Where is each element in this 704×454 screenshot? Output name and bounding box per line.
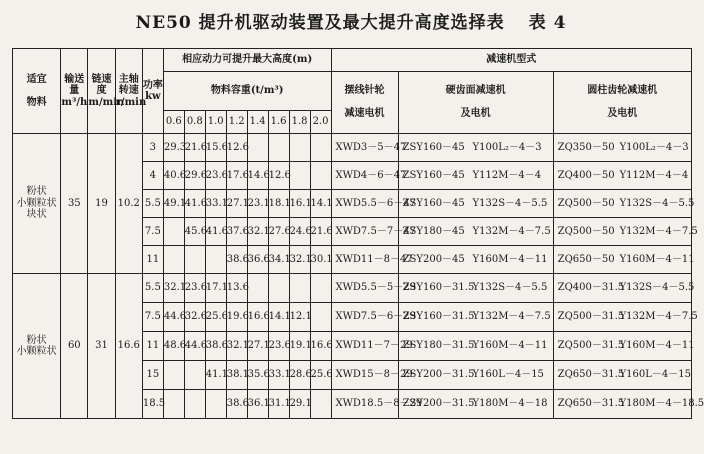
reducer-model: ZSY160－45: [402, 197, 465, 209]
density-value: 2.0: [310, 111, 331, 134]
height-cell: 23.6: [205, 162, 226, 190]
motor-model: Y160M－4－11: [619, 253, 695, 265]
hard-gear-cell: [398, 390, 553, 419]
motor-model: Y132M－4－7.5: [619, 225, 698, 237]
reducer-model: ZSY160－45: [402, 169, 465, 181]
height-cell: [289, 134, 310, 162]
reducer-model: ZQ500－31.5: [557, 311, 625, 323]
height-cell: [310, 390, 331, 419]
height-cell: 12.1: [289, 303, 310, 332]
cycloid-reducer-cell: XWD15－8－29: [331, 361, 398, 390]
cylinder-gear-cell: [553, 218, 698, 246]
material-label: 小颗粒状: [16, 197, 57, 209]
hard-gear-cell: [398, 218, 553, 246]
density-value: 1.8: [289, 111, 310, 134]
reducer-model: ZSY200－31.5: [402, 398, 475, 410]
motor-model: Y132S－4－5.5: [472, 197, 548, 209]
height-cell: 44.6: [163, 303, 184, 332]
height-cell: 38.6: [226, 390, 247, 419]
height-cell: 23.6: [268, 332, 289, 361]
height-cell: 32.1: [247, 218, 268, 246]
height-cell: 32.1: [289, 246, 310, 274]
cylinder-gear-cell: [553, 361, 691, 390]
height-cell: [268, 134, 289, 162]
header-chain-speed: 链速 度 m/min: [88, 49, 115, 134]
header-material: 适宜 物料: [13, 49, 61, 134]
density-value: 0.6: [163, 111, 184, 134]
height-cell: 19.1: [289, 332, 310, 361]
feed-cell: 60: [61, 274, 88, 419]
motor-model: Y132M－4－7.5: [619, 311, 698, 323]
height-cell: [247, 274, 268, 303]
motor-model: Y132S－4－5.5: [472, 282, 548, 294]
density-value: 0.8: [184, 111, 205, 134]
height-cell: 45.6: [184, 218, 205, 246]
motor-model: Y160M－4－11: [472, 340, 548, 352]
height-cell: 12.6: [226, 134, 247, 162]
cycloid-reducer-cell: XWD5.5－5－29: [331, 274, 398, 303]
reducer-model: ZSY200－31.5: [402, 369, 475, 381]
height-cell: 14.1: [310, 190, 331, 218]
height-cell: 14.6: [247, 162, 268, 190]
height-cell: 21.6: [310, 218, 331, 246]
motor-model: Y100L₂－4－3: [619, 141, 689, 153]
reducer-model: ZQ350－50: [557, 141, 615, 153]
height-cell: 15.6: [205, 134, 226, 162]
chain-cell: 31: [88, 274, 115, 419]
height-cell: 17.1: [205, 274, 226, 303]
height-cell: 31.1: [268, 390, 289, 419]
reducer-model: ZSY180－31.5: [402, 340, 475, 352]
height-cell: 38.6: [226, 246, 247, 274]
material-label: 块状: [26, 209, 47, 221]
height-cell: 36.1: [247, 390, 268, 419]
height-cell: 40.6: [163, 162, 184, 190]
hard-gear-cell: [398, 332, 553, 361]
height-cell: 27.1: [226, 190, 247, 218]
motor-model: Y160M－4－11: [472, 253, 548, 265]
motor-model: Y132S－4－5.5: [619, 197, 695, 209]
density-value: 1.4: [247, 111, 268, 134]
table-row: [13, 274, 692, 303]
motor-model: Y160M－4－11: [619, 340, 695, 352]
motor-model: Y112M－4－4: [472, 169, 542, 181]
motor-model: Y112M－4－4: [619, 169, 689, 181]
material-cell: [13, 134, 61, 274]
cycloid-reducer-cell: XWD18.5－8－29: [331, 390, 398, 419]
cycloid-reducer-cell: XWD11－7－29: [331, 332, 398, 361]
power-cell: 3: [142, 134, 163, 162]
reducer-model: ZQ500－31.5: [557, 340, 625, 352]
cycloid-reducer-cell: XWD3－5－47: [331, 134, 398, 162]
table-title: NE50 提升机驱动装置及最大提升高度选择表: [135, 13, 505, 33]
height-cell: [205, 390, 226, 419]
motor-model: Y132M－4－7.5: [472, 311, 551, 323]
reducer-model: ZQ650－31.5: [557, 369, 625, 381]
height-cell: 25.6: [310, 361, 331, 390]
header-power: 功率 kw: [142, 49, 163, 134]
reducer-model: ZQ650－31.5: [557, 398, 625, 410]
height-cell: [310, 162, 331, 190]
material-label: 粉状: [26, 334, 47, 346]
cycloid-reducer-cell: XWD5.5－6－47: [331, 190, 398, 218]
reducer-model: ZQ400－31.5: [557, 282, 625, 294]
height-cell: 18.1: [268, 190, 289, 218]
height-cell: [247, 134, 268, 162]
height-cell: 28.6: [289, 361, 310, 390]
height-cell: [163, 390, 184, 419]
power-cell: 5.5: [142, 274, 163, 303]
header-spindle-speed: 主轴 转速 r/min: [115, 49, 142, 134]
height-cell: [163, 218, 184, 246]
height-cell: [289, 162, 310, 190]
hard-gear-cell: [398, 303, 553, 332]
power-cell: 11: [142, 332, 163, 361]
height-cell: 23.6: [184, 274, 205, 303]
table-number: 表 4: [528, 13, 567, 33]
chain-cell: 19: [88, 134, 115, 274]
spindle-cell: 16.6: [115, 274, 142, 419]
hard-gear-cell: [398, 246, 553, 274]
density-value: 1.0: [205, 111, 226, 134]
height-cell: 49.1: [163, 190, 184, 218]
power-cell: 15: [142, 361, 163, 390]
header-feed: 输送 量 m³/h: [61, 49, 88, 134]
height-cell: 14.1: [268, 303, 289, 332]
height-cell: [310, 274, 331, 303]
height-cell: 32.1: [163, 274, 184, 303]
height-cell: 41.6: [205, 218, 226, 246]
density-value: 1.2: [226, 111, 247, 134]
hard-gear-cell: [398, 162, 553, 190]
height-cell: [184, 246, 205, 274]
table-row: [13, 134, 692, 162]
hard-gear-cell: [398, 361, 553, 390]
reducer-model: ZSY180－45: [402, 225, 465, 237]
height-cell: 12.6: [268, 162, 289, 190]
header-density: 物料容重(t/m³): [163, 72, 331, 111]
height-cell: 19.6: [226, 303, 247, 332]
motor-model: Y132S－4－5.5: [619, 282, 695, 294]
cylinder-gear-cell: [553, 390, 704, 419]
height-cell: 16.6: [310, 332, 331, 361]
motor-model: Y180M－4－18: [472, 398, 548, 410]
page-title: [0, 8, 702, 33]
height-cell: 33.1: [268, 361, 289, 390]
height-cell: 25.6: [205, 303, 226, 332]
motor-model: Y160L－4－15: [472, 369, 544, 381]
height-cell: 29.1: [289, 390, 310, 419]
height-cell: [205, 246, 226, 274]
height-cell: 23.1: [247, 190, 268, 218]
material-label: 小颗粒状: [16, 346, 57, 357]
cylinder-gear-cell: [553, 303, 698, 332]
height-cell: 38.1: [226, 361, 247, 390]
density-value: 1.6: [268, 111, 289, 134]
selection-table: [12, 48, 704, 419]
reducer-model: ZQ500－50: [557, 197, 615, 209]
header-reducer-model: 减速机型式: [331, 49, 691, 72]
height-cell: 27.1: [247, 332, 268, 361]
height-cell: 30.1: [310, 246, 331, 274]
cylinder-gear-cell: [553, 134, 691, 162]
group-60: [13, 274, 704, 419]
height-cell: [184, 390, 205, 419]
cylinder-gear-cell: [553, 190, 695, 218]
height-cell: [310, 134, 331, 162]
spindle-cell: 10.2: [115, 134, 142, 274]
height-cell: 17.6: [226, 162, 247, 190]
height-cell: 41.1: [205, 361, 226, 390]
height-cell: 38.6: [205, 332, 226, 361]
cylinder-gear-cell: [553, 162, 691, 190]
power-cell: 7.5: [142, 218, 163, 246]
height-cell: 32.6: [184, 303, 205, 332]
height-cell: 33.1: [205, 190, 226, 218]
cycloid-reducer-cell: XWD7.5－7－47: [331, 218, 398, 246]
height-cell: [163, 361, 184, 390]
height-cell: 16.6: [247, 303, 268, 332]
reducer-model: ZQ650－50: [557, 253, 615, 265]
height-cell: 36.6: [247, 246, 268, 274]
table-header: [13, 49, 692, 134]
cycloid-reducer-cell: XWD4－6－47: [331, 162, 398, 190]
height-cell: 32.1: [226, 332, 247, 361]
reducer-model: ZSY200－45: [402, 253, 465, 265]
reducer-model: ZQ400－50: [557, 169, 615, 181]
header-hard-gear: 硬齿面减速机 及电机: [398, 72, 553, 134]
height-cell: 27.6: [268, 218, 289, 246]
height-cell: 29.6: [184, 162, 205, 190]
group-35: [13, 134, 698, 274]
height-cell: [289, 274, 310, 303]
height-cell: 16.1: [289, 190, 310, 218]
height-cell: 24.6: [289, 218, 310, 246]
height-cell: [184, 361, 205, 390]
cylinder-gear-cell: [553, 246, 695, 274]
motor-model: Y132M－4－7.5: [472, 225, 551, 237]
height-cell: 41.6: [184, 190, 205, 218]
power-cell: 4: [142, 162, 163, 190]
reducer-model: ZQ500－50: [557, 225, 615, 237]
cycloid-reducer-cell: XWD7.5－6－29: [331, 303, 398, 332]
height-cell: 13.6: [226, 274, 247, 303]
cylinder-gear-cell: [553, 332, 695, 361]
reducer-model: ZSY160－45: [402, 141, 465, 153]
reducer-model: ZSY160－31.5: [402, 311, 475, 323]
motor-model: Y100L₂－4－3: [472, 141, 542, 153]
motor-model: Y160L－4－15: [619, 369, 691, 381]
height-cell: 29.3: [163, 134, 184, 162]
power-cell: 7.5: [142, 303, 163, 332]
power-cell: 11: [142, 246, 163, 274]
motor-model: Y180M－4－18.5: [619, 398, 704, 410]
header-max-height: 相应动力可提升最大高度(m): [163, 49, 331, 72]
cylinder-gear-cell: [553, 274, 695, 303]
hard-gear-cell: [398, 134, 553, 162]
height-cell: 44.6: [184, 332, 205, 361]
height-cell: [268, 274, 289, 303]
height-cell: 48.6: [163, 332, 184, 361]
hard-gear-cell: [398, 274, 553, 303]
height-cell: [310, 303, 331, 332]
feed-cell: 35: [61, 134, 88, 274]
power-cell: 5.5: [142, 190, 163, 218]
power-cell: 18.5: [142, 390, 163, 419]
material-cell: [13, 274, 61, 419]
header-cylinder-gear: 圆柱齿轮减速机 及电机: [553, 72, 691, 134]
height-cell: 35.6: [247, 361, 268, 390]
material-label: 粉状: [26, 186, 47, 198]
height-cell: 37.6: [226, 218, 247, 246]
height-cell: 21.6: [184, 134, 205, 162]
cycloid-reducer-cell: XWD11－8－47: [331, 246, 398, 274]
height-cell: [163, 246, 184, 274]
reducer-model: ZSY160－31.5: [402, 282, 475, 294]
height-cell: 34.1: [268, 246, 289, 274]
header-cycloid: 摆线针轮 减速电机: [331, 72, 398, 134]
hard-gear-cell: [398, 190, 553, 218]
